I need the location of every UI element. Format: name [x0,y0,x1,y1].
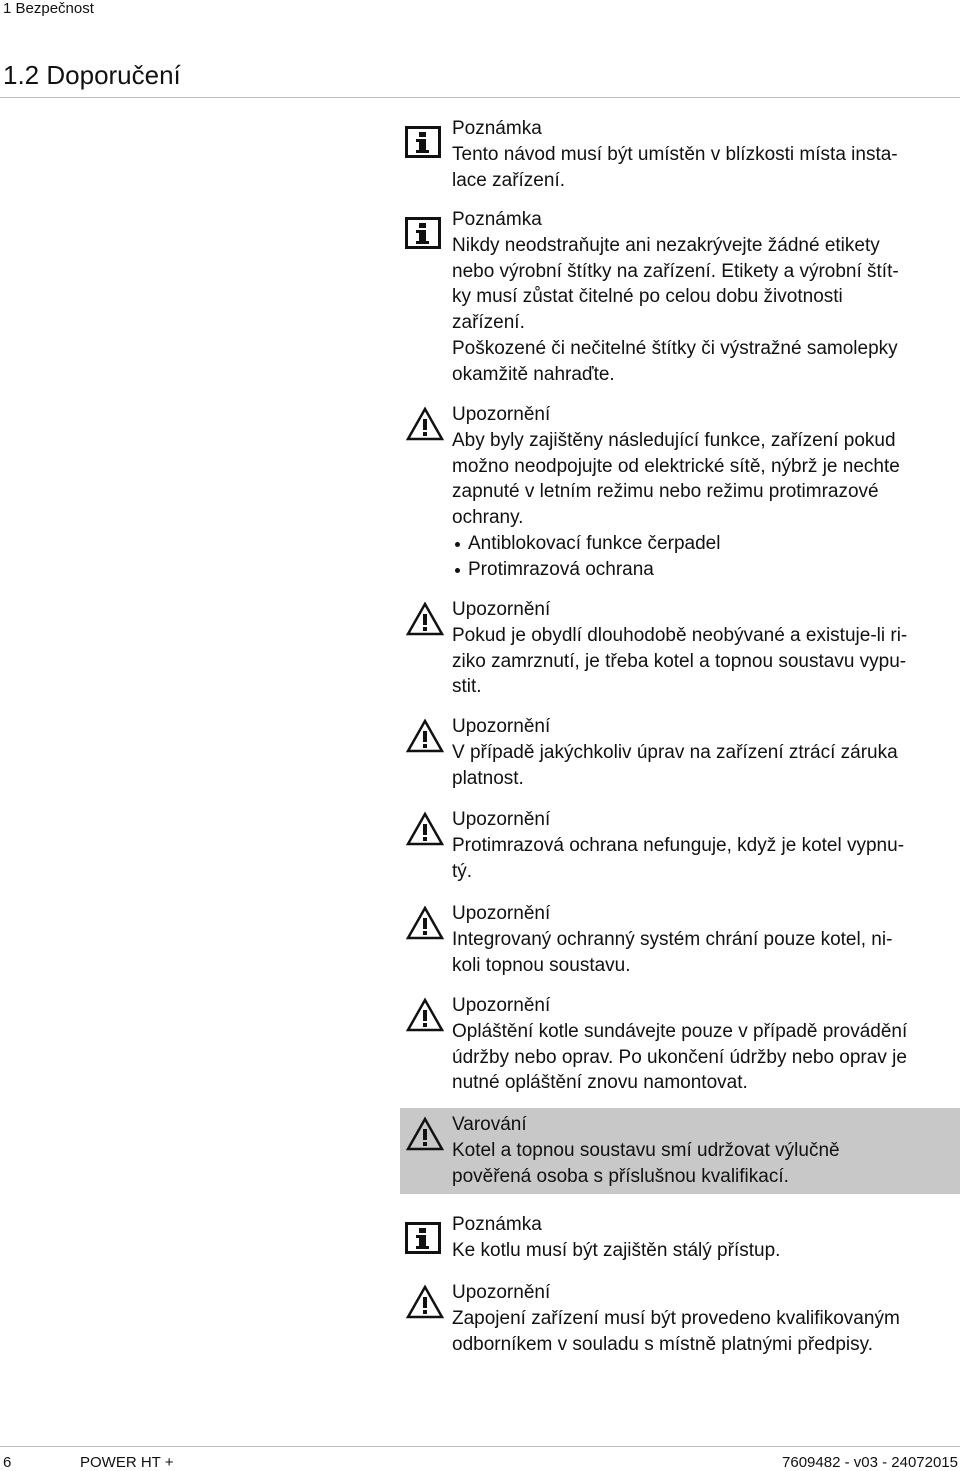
note-title: Varování [452,1114,527,1135]
note-text-line: Kotel a topnou soustavu smí udržovat výlučně [452,1139,840,1161]
info-icon [405,1222,441,1262]
note-info [400,207,960,388]
chapter-heading: 1 Bezpečnost [3,0,94,17]
note-title: Upozornění [452,404,551,425]
note-caution [400,993,960,1096]
note-text-line: okamžitě nahraďte. [452,363,615,385]
note-info [400,116,960,193]
note-title: Poznámka [452,1214,542,1235]
note-text-line: ochrany. [452,507,524,529]
note-caution [400,901,960,978]
warning-triangle-icon [405,1116,445,1160]
bullet-item: Antiblokovací funkce čerpadel [452,531,960,557]
bullet-item: Protimrazová ochrana [452,557,960,583]
note-title: Poznámka [452,209,542,230]
note-text-line: Integrovaný ochranný systém chrání pouze kotel, ni- [452,928,893,950]
bullet-list [452,531,960,583]
note-text-line: nebo výrobní štítky na zařízení. Etikety a výrobní štít- [452,260,899,282]
footer-divider [0,1446,960,1447]
info-icon [405,217,441,257]
note-text-line: V případě jakýchkoliv úprav na zařízení ztrácí záruka [452,741,898,763]
note-text-line: stit. [452,676,482,698]
info-icon [405,126,441,166]
note-title: Upozornění [452,809,551,830]
note-text-line: lace zařízení. [452,169,565,191]
note-text-line: tý. [452,860,473,882]
warning-triangle-icon [405,997,445,1041]
note-text-line: zařízení. [452,312,525,334]
section-title: 1.2 Doporučení [3,60,181,90]
note-text-line: Ke kotlu musí být zajištěn stálý přístup. [452,1239,781,1261]
note-text-line: Nikdy neodstraňujte ani nezakrývejte žádné etikety [452,234,880,256]
note-text-line: Tento návod musí být umístěn v blízkosti místa insta- [452,143,898,165]
note-text-line: platnost. [452,767,524,789]
note-text-line: odborníkem v souladu s místně platnými předpisy. [452,1333,874,1355]
note-text-line: pověřená osoba s příslušnou kvalifikací. [452,1165,789,1187]
note-text-line: ky musí zůstat čitelné po celou dobu životnosti [452,286,843,308]
note-text-line: nutné opláštění znovu namontovat. [452,1072,748,1094]
note-text-line: Zapojení zařízení musí být provedeno kvalifikovaným [452,1307,900,1329]
product-name: POWER HT + [80,1454,174,1471]
warning-triangle-icon [405,718,445,762]
note-text-line: Protimrazová ochrana nefunguje, když je kotel vypnu- [452,834,905,856]
note-title: Upozornění [452,995,551,1016]
document-reference: 7609482 - v03 - 24072015 [782,1454,958,1471]
warning-triangle-icon [405,1284,445,1328]
note-info [400,1212,960,1264]
section-divider [0,97,960,98]
note-text-line: Pokud je obydlí dlouhodobě neobývané a existuje-li ri- [452,624,908,646]
note-text-line: možno neodpojujte od elektrické sítě, nýbrž je nechte [452,455,900,477]
note-text-line: Poškozené či nečitelné štítky či výstražné samolepky [452,337,898,359]
page-number: 6 [3,1454,12,1471]
note-text-line: koli topnou soustavu. [452,954,631,976]
note-caution [400,597,960,700]
note-text-line: ziko zamrznutí, je třeba kotel a topnou soustavu vypu- [452,650,907,672]
warning-triangle-icon [405,406,445,450]
warning-triangle-icon [405,905,445,949]
note-title: Upozornění [452,903,551,924]
note-title: Poznámka [452,118,542,139]
warning-triangle-icon [405,811,445,855]
note-caution [400,807,960,884]
note-caution [400,402,960,583]
note-text-line: zapnuté v letním režimu nebo režimu protimrazové [452,481,879,503]
note-text-line: Aby byly zajištěny následující funkce, zařízení pokud [452,429,896,451]
note-warning [400,1108,960,1194]
warning-triangle-icon [405,601,445,645]
note-caution [400,714,960,791]
note-title: Upozornění [452,1282,551,1303]
note-title: Upozornění [452,599,551,620]
note-text-line: údržby nebo oprav. Po ukončení údržby nebo oprav je [452,1046,907,1068]
note-text-line: Opláštění kotle sundávejte pouze v případě provádění [452,1020,908,1042]
note-caution [400,1280,960,1357]
note-title: Upozornění [452,716,551,737]
